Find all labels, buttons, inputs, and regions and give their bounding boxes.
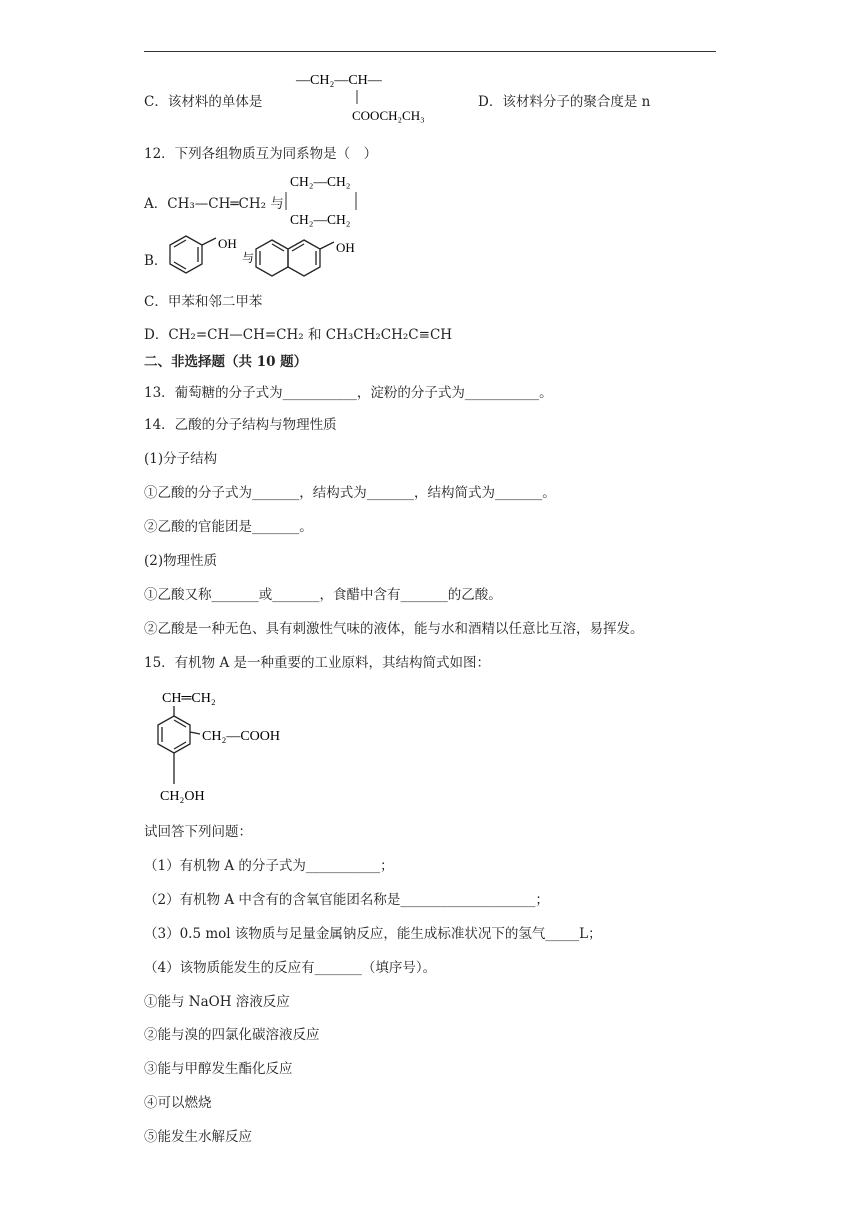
q14-line2: ②乙酸的官能团是_______。 — [144, 519, 313, 535]
phenol-oh-label: OH — [218, 236, 237, 251]
q12-option-d: D．CH₂=CH—CH=CH₂ 和 CH₃CH₂CH₂C≡CH — [144, 327, 453, 343]
q14-line3: ①乙酸又称_______或_______，食醋中含有_______的乙酸。 — [144, 587, 502, 603]
cyclobutane-structure — [282, 170, 382, 230]
q15-stem: 15．有机物 A 是一种重要的工业原料，其结构简式如图： — [144, 655, 491, 671]
q11-option-c: C．该材料的单体是 — [144, 94, 263, 110]
q15-prompt: 试回答下列问题： — [144, 824, 252, 840]
phenol-naphthol-structures — [160, 232, 360, 280]
q15-choice-4: ④可以燃烧 — [144, 1095, 212, 1111]
compound-a-structure — [140, 682, 340, 806]
q14-stem: 14．乙酸的分子结构与物理性质 — [144, 417, 337, 433]
b-connector: 与 — [242, 251, 255, 265]
q11-option-d: D．该材料分子的聚合度是 n — [478, 94, 651, 110]
q14-line4: ②乙酸是一种无色、具有刺激性气味的液体，能与水和酒精以任意比互溶，易挥发。 — [144, 621, 644, 637]
q14-part1: (1)分子结构 — [144, 451, 218, 467]
section-heading: 二、非选择题（共 10 题） — [144, 354, 308, 370]
q15-choice-5: ⑤能发生水解反应 — [144, 1129, 252, 1145]
vinyl-group: CH═CH₂ — [162, 691, 216, 706]
q12-option-a: A．CH₃—CH═CH₂ 与 — [144, 196, 284, 212]
q15-choice-3: ③能与甲醇发生酯化反应 — [144, 1061, 293, 1077]
q15-choice-1: ①能与 NaOH 溶液反应 — [144, 994, 290, 1010]
q12-option-c: C．甲苯和邻二甲苯 — [144, 294, 263, 310]
hydroxymethyl-group: CH₂OH — [160, 789, 205, 804]
q15-sub2: （2）有机物 A 中含有的含氧官能团名称是____________________； — [144, 892, 549, 908]
monomer-bottom: COOCH₂CH₃ — [352, 108, 425, 123]
header-rule — [144, 51, 716, 52]
q15-sub1: （1）有机物 A 的分子式为___________； — [144, 858, 394, 874]
q13-text: 13．葡萄糖的分子式为___________，淀粉的分子式为___________。 — [144, 385, 553, 401]
q15-sub3: （3）0.5 mol 该物质与足量金属钠反应，能生成标准状况下的氢气_____L； — [144, 926, 602, 942]
side-chain: CH₂—COOH — [202, 729, 280, 744]
q15-choice-2: ②能与溴的四氯化碳溶液反应 — [144, 1027, 320, 1043]
monomer-top: —CH₂—CH— — [296, 73, 382, 88]
naphthol-oh-label: OH — [336, 240, 355, 255]
ring-top: CH₂—CH₂ — [290, 174, 351, 189]
q12-stem: 12．下列各组物质互为同系物是（ ） — [144, 146, 378, 162]
ring-bottom: CH₂—CH₂ — [290, 212, 351, 227]
q11-monomer-structure — [292, 66, 457, 128]
q15-sub4: （4）该物质能发生的反应有_______（填序号）。 — [144, 960, 437, 976]
q12-option-b: B． — [144, 253, 168, 269]
q14-line1: ①乙酸的分子式为_______，结构式为_______，结构简式为_______。 — [144, 485, 556, 501]
q14-part2: (2)物理性质 — [144, 553, 218, 569]
